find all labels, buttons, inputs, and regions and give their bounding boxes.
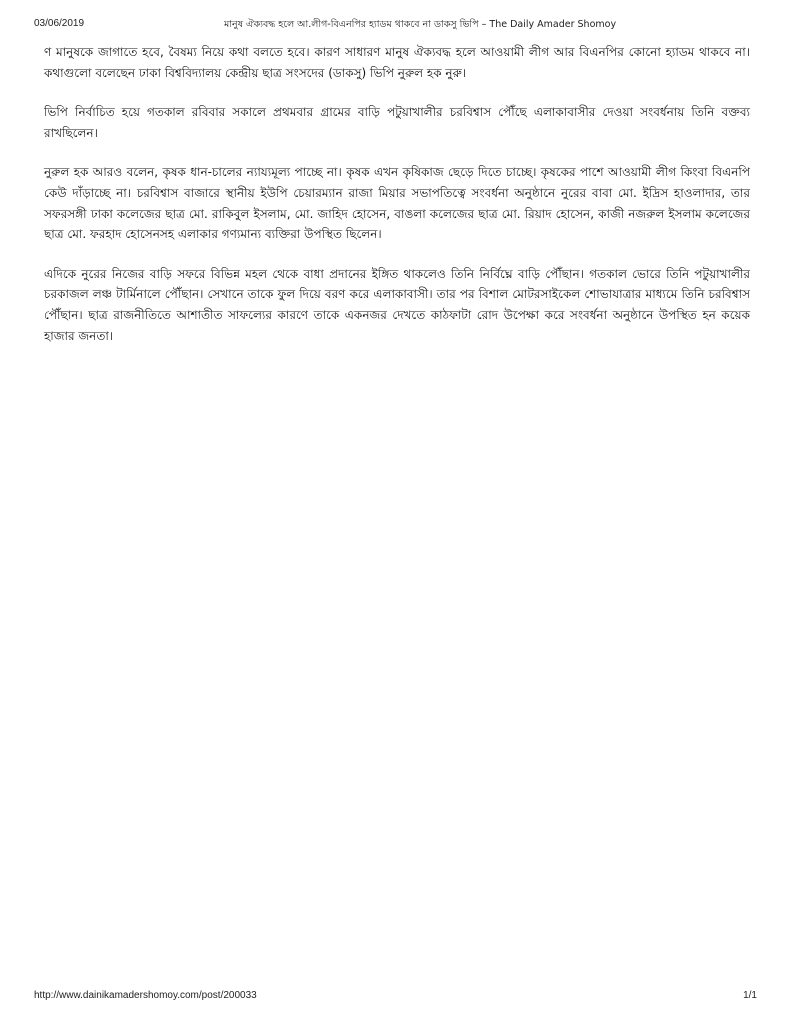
page-footer xyxy=(34,990,757,1004)
article-paragraph: নুরুল হক আরও বলেন, কৃষক ধান-চালের ন্যায্যমূল্য পাচ্ছে না। কৃষক এখন কৃষিকাজ ছেড়ে দিতে চাচ্ছে। কৃষকের পাশে আওয়ামী লীগ কিংবা বিএনপি কেউ দাঁড়াচ্ছে না। চরবিশ্বাস বাজারে স্থানীয় ইউপি চেয়ারম্যান রাজা মিয়ার সভাপতিত্বে সংবর্ধনা অনুষ্ঠানে নুরের বাবা মো. ইদ্রিস হাওলাদার, তার সফরসঙ্গী ঢাকা কলেজের ছাত্র মো. রাকিবুল ইসলাম, মো. জাহিদ হোসেন, বাঙলা কলেজের ছাত্র মো. রিয়াদ হোসেন, কাজী নজরুল ইসলাম কলেজের ছাত্র মো. ফরহাদ হোসেনসহ এলাকার গণ্যমান্য ব্যক্তিরা উপস্থিত ছিলেন। xyxy=(44,165,750,242)
page-number: 1/1 xyxy=(743,990,757,1001)
document-title: মানুষ ঐক্যবদ্ধ হলে আ.লীগ-বিএনপির হ্যাডম থাকবে না ডাকসু ভিপি – The Daily Amader Shomoy xyxy=(224,19,617,30)
article-body xyxy=(44,42,750,365)
page-header xyxy=(34,18,757,32)
article-paragraph: এদিকে নুরের নিজের বাড়ি সফরে বিভিন্ন মহল থেকে বাধা প্রদানের ইঙ্গিত থাকলেও তিনি নির্বিঘ্নে বাড়ি পৌঁছান। গতকাল ভোরে তিনি পটুয়াখালীর চরকাজল লঞ্চ টার্মিনালে পৌঁছান। সেখানে তাকে ফুল দিয়ে বরণ করে এলাকাবাসী। তার পর বিশাল মোটরসাইকেল শোভাযাত্রার মাধ্যমে তিনি চরবিশ্বাস পৌঁছান। ছাত্র রাজনীতিতে আশাতীত সাফল্যের কারণে তাকে একনজর দেখতে কাঠফাটা রোদ উপেক্ষা করে সংবর্ধনা অনুষ্ঠানে উপস্থিত হন কয়েক হাজার জনতা। xyxy=(44,266,750,343)
article-paragraph: ভিপি নির্বাচিত হয়ে গতকাল রবিবার সকালে প্রথমবার গ্রামের বাড়ি পটুয়াখালীর চরবিশ্বাস পৌঁছে এলাকাবাসীর দেওয়া সংবর্ধনায় তিনি বক্তব্য রাখছিলেন। xyxy=(44,105,750,140)
print-date: 03/06/2019 xyxy=(34,18,85,29)
article-paragraph: ণ মানুষকে জাগাতে হবে, বৈষম্য নিয়ে কথা বলতে হবে। কারণ সাধারণ মানুষ ঐক্যবদ্ধ হলে আওয়ামী লীগ আর বিএনপির কোনো হ্যাডম থাকবে না। কথাগুলো বলেছেন ঢাকা বিশ্ববিদ্যালয় কেন্দ্রীয় ছাত্র সংসদের (ডাকসু) ভিপি নুরুল হক নুরু। xyxy=(44,45,750,80)
source-url[interactable]: http://www.dainikamadershomoy.com/post/200033 xyxy=(34,990,257,1001)
